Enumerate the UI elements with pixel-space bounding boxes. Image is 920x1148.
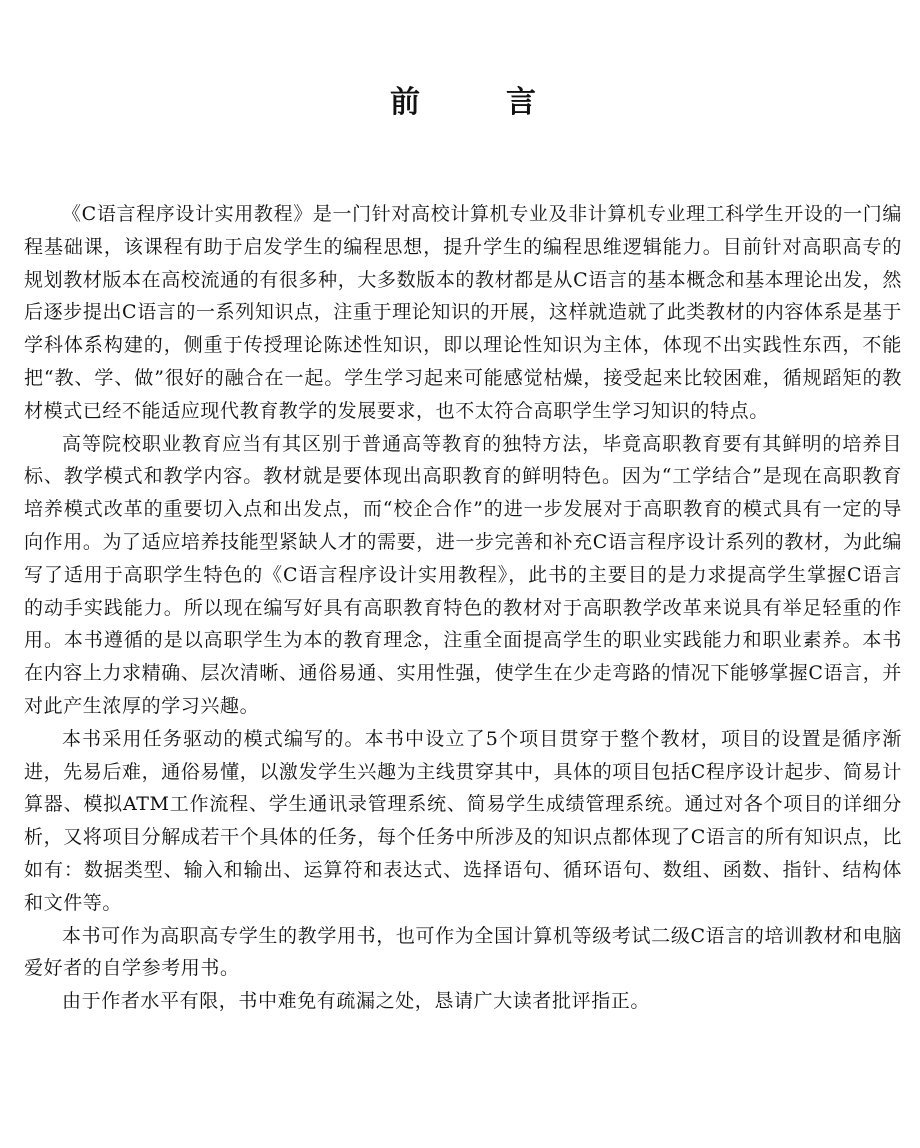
paragraph-2: 高等院校职业教育应当有其区别于普通高等教育的独特方法，毕竟高职教育要有其鲜明的培养目标、教学模式和教学内容。教材就是要体现出高职教育的鲜明特色。因为“工学结合”是现在高职教育培养模式改革的重要切入点和出发点，而“校企合作”的进一步发展对于高职教育的模式具有一定的导向作用。为了适应培养技能型紧缺人才的需要，进一步完善和补充C语言程序设计系列的教材，为此编写了适用于高职学生特色的《C语言程序设计实用教程》，此书的主要目的是力求提高学生掌握C语言的动手实践能力。所以现在编写好具有高职教育特色的教材对于高职教学改革来说具有举足轻重的作用。本书遵循的是以高职学生为本的教育理念，注重全面提高学生的职业实践能力和职业素养。本书在内容上力求精确、层次清晰、通俗易通、实用性强，使学生在少走弯路的情况下能够掌握C语言，并对此产生浓厚的学习兴趣。 [24, 432, 902, 717]
paragraph-1: 《C语言程序设计实用教程》是一门针对高校计算机专业及非计算机专业理工科学生开设的一门编程基础课，该课程有助于启发学生的编程思想，提升学生的编程思维逻辑能力。目前针对高职高专的规划教材版本在高校流通的有很多种，大多数版本的教材都是从C语言的基本概念和基本理论出发，然后逐步提出C语言的一系列知识点，注重于理论知识的开展，这样就造就了此类教材的内容体系是基于学科体系构建的，侧重于传授理论陈述性知识，即以理论性知识为主体，体现不出实践性东西，不能把“教、学、做”很好的融合在一起。学生学习起来可能感觉枯燥，接受起来比较困难，循规蹈矩的教材模式已经不能适应现代教育教学的发展要求，也不太符合高职学生学习知识的特点。 [24, 203, 902, 422]
page-title: 前 言 [390, 85, 564, 120]
paragraph-4: 本书可作为高职高专学生的教学用书，也可作为全国计算机等级考试二级C语言的培训教材和电脑爱好者的自学参考用书。 [24, 924, 902, 980]
paragraph-3: 本书采用任务驱动的模式编写的。本书中设立了5个项目贯穿于整个教材，项目的设置是循序渐进，先易后难，通俗易懂，以激发学生兴趣为主线贯穿其中，具体的项目包括C程序设计起步、简易计算器、模拟ATM工作流程、学生通讯录管理系统、简易学生成绩管理系统。通过对各个项目的详细分析，又将项目分解成若干个具体的任务，每个任务中所涉及的知识点都体现了C语言的所有知识点，比如有：数据类型、输入和输出、运算符和表达式、选择语句、循环语句、数组、函数、指针、结构体和文件等。 [24, 727, 902, 914]
preface-body [24, 198, 902, 1018]
paragraph-5: 由于作者水平有限，书中难免有疏漏之处，恳请广大读者批评指正。 [62, 990, 651, 1013]
